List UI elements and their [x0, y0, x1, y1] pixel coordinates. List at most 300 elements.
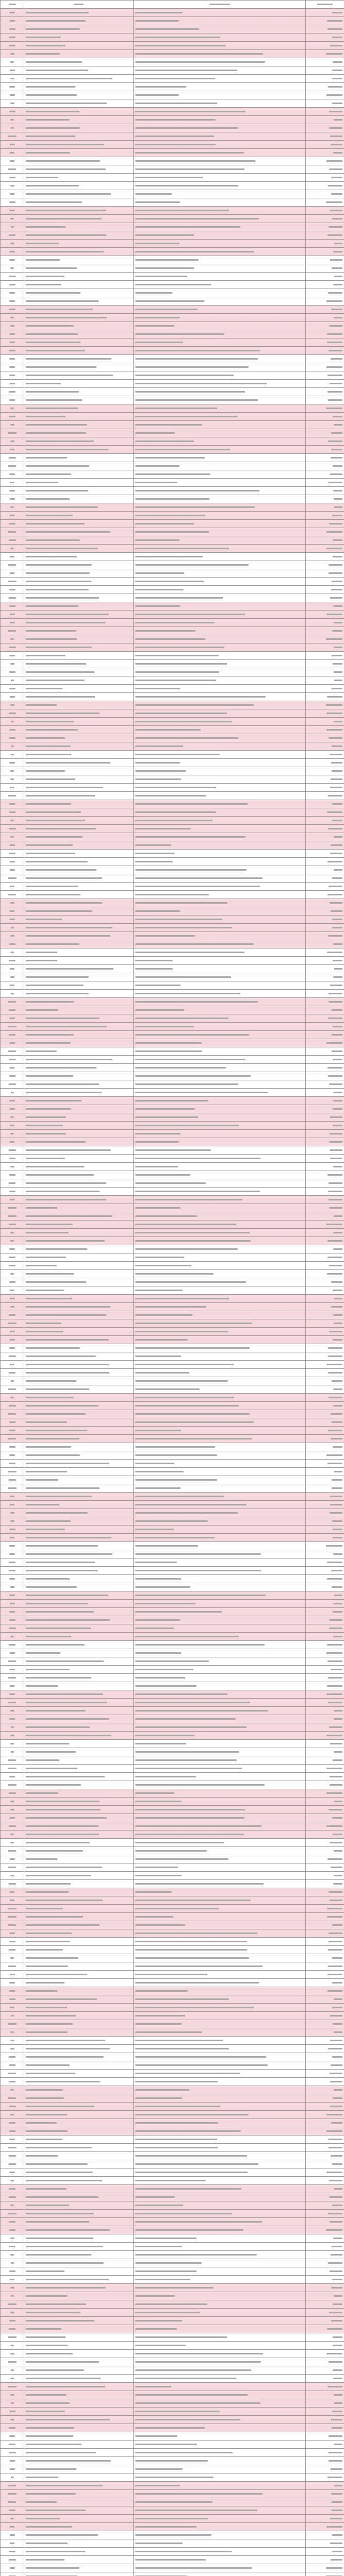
unreadable-text-placeholder: [135, 976, 231, 978]
category-cell: [24, 1666, 134, 1674]
index-cell: [1, 2094, 24, 2103]
unreadable-text-placeholder: [327, 333, 342, 335]
unreadable-text-placeholder: [26, 778, 75, 780]
journal-cell: [134, 1732, 306, 1740]
unreadable-text-placeholder: [135, 1619, 180, 1621]
value-cell: [306, 1633, 344, 1641]
unreadable-text-placeholder: [9, 12, 15, 13]
unreadable-text-placeholder: [135, 1364, 234, 1365]
category-cell: [24, 2309, 134, 2317]
unreadable-text-placeholder: [10, 2534, 15, 2536]
category-cell: [24, 1056, 134, 1064]
unreadable-text-placeholder: [26, 2435, 73, 2437]
table-row: [1, 825, 344, 833]
category-cell: [24, 50, 134, 58]
category-cell: [24, 2020, 134, 2028]
table-row: [1, 1270, 344, 1278]
category-cell: [24, 833, 134, 841]
journal-cell: [134, 1995, 306, 2004]
unreadable-text-placeholder: [135, 704, 254, 706]
unreadable-text-placeholder: [10, 844, 15, 846]
value-cell: [306, 2103, 344, 2111]
unreadable-text-placeholder: [332, 2246, 342, 2247]
category-cell: [24, 2342, 134, 2350]
unreadable-text-placeholder: [135, 960, 173, 961]
unreadable-text-placeholder: [26, 1232, 69, 1233]
unreadable-text-placeholder: [26, 391, 79, 393]
unreadable-text-placeholder: [11, 127, 14, 129]
unreadable-text-placeholder: [135, 325, 174, 327]
unreadable-text-placeholder: [135, 2345, 186, 2346]
unreadable-text-placeholder: [26, 1867, 102, 1868]
journal-cell: [134, 330, 306, 338]
category-cell: [24, 1031, 134, 1039]
unreadable-text-placeholder: [330, 473, 342, 475]
unreadable-text-placeholder: [135, 952, 244, 953]
category-cell: [24, 2473, 134, 2482]
value-cell: [306, 2300, 344, 2309]
index-cell: [1, 1418, 24, 1427]
journal-cell: [134, 1526, 306, 1534]
value-cell: [306, 1155, 344, 1163]
value-cell: [306, 808, 344, 817]
unreadable-text-placeholder: [9, 4, 16, 5]
value-cell: [306, 1377, 344, 1385]
unreadable-text-placeholder: [332, 2427, 342, 2429]
unreadable-text-placeholder: [26, 589, 89, 590]
unreadable-text-placeholder: [333, 2097, 342, 2099]
unreadable-text-placeholder: [328, 482, 342, 483]
index-cell: [1, 2539, 24, 2548]
unreadable-text-placeholder: [26, 2056, 104, 2058]
journal-cell: [134, 2243, 306, 2251]
value-cell: [306, 2531, 344, 2539]
category-cell: [24, 2226, 134, 2234]
table-row: [1, 2531, 344, 2539]
unreadable-text-placeholder: [135, 2510, 257, 2511]
unreadable-text-placeholder: [26, 1042, 71, 1044]
unreadable-text-placeholder: [26, 1116, 66, 1118]
value-cell: [306, 1789, 344, 1798]
category-cell: [24, 1979, 134, 1987]
unreadable-text-placeholder: [330, 1842, 342, 1843]
category-cell: [24, 190, 134, 198]
unreadable-text-placeholder: [8, 1207, 17, 1209]
unreadable-text-placeholder: [26, 259, 60, 261]
unreadable-text-placeholder: [26, 1240, 105, 1242]
unreadable-text-placeholder: [334, 1850, 342, 1852]
unreadable-text-placeholder: [331, 2468, 342, 2470]
table-row: [1, 2160, 344, 2168]
index-cell: [1, 1814, 24, 1822]
unreadable-text-placeholder: [26, 1355, 96, 1357]
unreadable-text-placeholder: [9, 1718, 15, 1720]
journal-cell: [134, 149, 306, 157]
journal-cell: [134, 2325, 306, 2333]
unreadable-text-placeholder: [329, 1933, 342, 1934]
index-cell: [1, 1954, 24, 1962]
unreadable-text-placeholder: [333, 1026, 342, 1027]
unreadable-text-placeholder: [329, 886, 342, 887]
unreadable-text-placeholder: [135, 2056, 266, 2058]
journal-cell: [134, 2309, 306, 2317]
unreadable-text-placeholder: [327, 1257, 342, 1258]
unreadable-text-placeholder: [327, 1990, 342, 1992]
table-row: [1, 981, 344, 990]
unreadable-text-placeholder: [9, 1529, 15, 1530]
unreadable-text-placeholder: [26, 375, 113, 376]
unreadable-text-placeholder: [26, 548, 98, 549]
journal-cell: [134, 165, 306, 174]
index-cell: [1, 289, 24, 297]
journal-cell: [134, 2556, 306, 2564]
category-cell: [24, 1047, 134, 1056]
unreadable-text-placeholder: [26, 556, 77, 557]
unreadable-text-placeholder: [10, 1141, 14, 1143]
unreadable-text-placeholder: [332, 630, 342, 632]
category-cell: [24, 2012, 134, 2020]
unreadable-text-placeholder: [26, 2048, 110, 2049]
unreadable-text-placeholder: [330, 2270, 342, 2272]
value-cell: [306, 2457, 344, 2465]
unreadable-text-placeholder: [26, 1397, 74, 1398]
unreadable-text-placeholder: [135, 399, 258, 401]
journal-cell: [134, 116, 306, 124]
index-cell: [1, 1765, 24, 1773]
table-row: [1, 2358, 344, 2366]
value-cell: [306, 2094, 344, 2103]
value-cell: [306, 701, 344, 709]
unreadable-text-placeholder: [332, 12, 342, 13]
unreadable-text-placeholder: [26, 1570, 97, 1571]
unreadable-text-placeholder: [333, 1248, 342, 1250]
unreadable-text-placeholder: [135, 795, 206, 796]
unreadable-text-placeholder: [26, 1364, 109, 1365]
unreadable-text-placeholder: [135, 37, 220, 38]
unreadable-text-placeholder: [26, 2543, 68, 2544]
index-cell: [1, 1526, 24, 1534]
value-cell: [306, 1624, 344, 1633]
index-cell: [1, 2061, 24, 2070]
table-row: [1, 767, 344, 775]
index-cell: [1, 1542, 24, 1550]
journal-cell: [134, 1146, 306, 1155]
table-row: [1, 734, 344, 742]
header-cell-index: [1, 1, 24, 9]
journal-cell: [134, 2333, 306, 2342]
journal-cell: [134, 2012, 306, 2020]
table-row: [1, 91, 344, 99]
journal-cell: [134, 2020, 306, 2028]
journal-cell: [134, 1468, 306, 1476]
unreadable-text-placeholder: [328, 185, 342, 187]
index-cell: [1, 602, 24, 611]
unreadable-text-placeholder: [26, 2328, 61, 2330]
table-row: [1, 2383, 344, 2391]
unreadable-text-placeholder: [9, 811, 15, 813]
table-row: [1, 973, 344, 981]
unreadable-text-placeholder: [26, 1075, 73, 1077]
journal-cell: [134, 1319, 306, 1328]
unreadable-text-placeholder: [135, 2015, 185, 2016]
unreadable-text-placeholder: [8, 2147, 17, 2148]
value-cell: [306, 2325, 344, 2333]
journal-cell: [134, 1938, 306, 1946]
unreadable-text-placeholder: [9, 1776, 15, 1777]
unreadable-text-placeholder: [135, 886, 260, 887]
table-row: [1, 1047, 344, 1056]
unreadable-text-placeholder: [328, 1372, 342, 1374]
unreadable-text-placeholder: [26, 1842, 90, 1843]
index-cell: [1, 2490, 24, 2498]
journal-cell: [134, 685, 306, 693]
index-cell: [1, 2457, 24, 2465]
category-cell: [24, 1443, 134, 1451]
unreadable-text-placeholder: [26, 2485, 103, 2486]
value-cell: [306, 2234, 344, 2243]
unreadable-text-placeholder: [326, 53, 342, 55]
unreadable-text-placeholder: [26, 61, 82, 63]
journal-cell: [134, 2028, 306, 2037]
unreadable-text-placeholder: [329, 564, 342, 566]
value-cell: [306, 2399, 344, 2408]
unreadable-text-placeholder: [8, 465, 16, 467]
table-row: [1, 1765, 344, 1773]
unreadable-text-placeholder: [135, 292, 172, 294]
unreadable-text-placeholder: [26, 2114, 67, 2115]
value-cell: [306, 1550, 344, 1558]
value-cell: [306, 462, 344, 470]
table-row: [1, 165, 344, 174]
category-cell: [24, 1130, 134, 1138]
unreadable-text-placeholder: [26, 2106, 94, 2107]
unreadable-text-placeholder: [135, 1001, 258, 1003]
unreadable-text-placeholder: [26, 28, 80, 30]
unreadable-text-placeholder: [135, 1050, 202, 1052]
journal-cell: [134, 2226, 306, 2234]
value-cell: [306, 718, 344, 726]
value-cell: [306, 619, 344, 627]
index-cell: [1, 2136, 24, 2144]
table-row: [1, 1328, 344, 1336]
unreadable-text-placeholder: [26, 2493, 76, 2495]
table-row: [1, 1072, 344, 1080]
journal-cell: [134, 2284, 306, 2292]
value-cell: [306, 1765, 344, 1773]
index-cell: [1, 784, 24, 792]
unreadable-text-placeholder: [135, 424, 202, 426]
unreadable-text-placeholder: [334, 1298, 342, 1299]
category-cell: [24, 1781, 134, 1789]
journal-cell: [134, 1451, 306, 1460]
value-cell: [306, 668, 344, 676]
unreadable-text-placeholder: [26, 1191, 100, 1192]
unreadable-text-placeholder: [135, 210, 229, 211]
unreadable-text-placeholder: [26, 2336, 65, 2338]
table-row: [1, 1962, 344, 1971]
unreadable-text-placeholder: [332, 2501, 342, 2503]
category-cell: [24, 264, 134, 273]
unreadable-text-placeholder: [9, 457, 16, 459]
journal-cell: [134, 2127, 306, 2136]
unreadable-text-placeholder: [135, 1479, 217, 1481]
unreadable-text-placeholder: [26, 473, 71, 475]
unreadable-text-placeholder: [135, 1034, 249, 1036]
value-cell: [306, 2342, 344, 2350]
unreadable-text-placeholder: [332, 1586, 342, 1588]
unreadable-text-placeholder: [11, 1751, 14, 1753]
index-cell: [1, 981, 24, 990]
unreadable-text-placeholder: [9, 2056, 15, 2058]
journal-cell: [134, 215, 306, 223]
unreadable-text-placeholder: [135, 523, 194, 524]
unreadable-text-placeholder: [26, 745, 71, 747]
table-row: [1, 1558, 344, 1567]
unreadable-text-placeholder: [135, 614, 245, 615]
unreadable-text-placeholder: [10, 317, 14, 318]
unreadable-text-placeholder: [135, 2419, 240, 2420]
unreadable-text-placeholder: [11, 2402, 14, 2404]
unreadable-text-placeholder: [26, 2097, 64, 2099]
index-cell: [1, 2408, 24, 2416]
unreadable-text-placeholder: [8, 2493, 17, 2495]
category-cell: [24, 2548, 134, 2556]
value-cell: [306, 1196, 344, 1204]
unreadable-text-placeholder: [333, 1290, 342, 1291]
value-cell: [306, 1435, 344, 1443]
unreadable-text-placeholder: [334, 671, 342, 673]
unreadable-text-placeholder: [330, 2040, 342, 2041]
unreadable-text-placeholder: [26, 1174, 94, 1176]
category-cell: [24, 742, 134, 751]
value-cell: [306, 2506, 344, 2515]
table-row: [1, 1369, 344, 1377]
table-row: [1, 990, 344, 998]
value-cell: [306, 1163, 344, 1171]
category-cell: [24, 2234, 134, 2243]
index-cell: [1, 322, 24, 330]
table-row: [1, 1624, 344, 1633]
unreadable-text-placeholder: [135, 1512, 238, 1514]
value-cell: [306, 594, 344, 602]
index-cell: [1, 1402, 24, 1410]
table-row: [1, 190, 344, 198]
table-row: [1, 1987, 344, 1995]
unreadable-text-placeholder: [26, 952, 57, 953]
category-cell: [24, 2416, 134, 2424]
category-cell: [24, 1707, 134, 1715]
table-row: [1, 932, 344, 940]
index-cell: [1, 693, 24, 701]
unreadable-text-placeholder: [26, 614, 109, 615]
table-row: [1, 1163, 344, 1171]
category-cell: [24, 2276, 134, 2284]
index-cell: [1, 355, 24, 363]
journal-cell: [134, 742, 306, 751]
unreadable-text-placeholder: [10, 2205, 14, 2206]
journal-cell: [134, 2465, 306, 2473]
unreadable-text-placeholder: [26, 638, 77, 640]
unreadable-text-placeholder: [9, 2188, 15, 2190]
unreadable-text-placeholder: [10, 2254, 14, 2256]
category-cell: [24, 619, 134, 627]
unreadable-text-placeholder: [135, 1116, 198, 1118]
unreadable-text-placeholder: [331, 309, 342, 310]
journal-cell: [134, 132, 306, 141]
index-cell: [1, 1896, 24, 1905]
category-cell: [24, 1410, 134, 1418]
value-cell: [306, 1938, 344, 1946]
unreadable-text-placeholder: [26, 342, 80, 343]
unreadable-text-placeholder: [10, 976, 14, 978]
unreadable-text-placeholder: [330, 1133, 342, 1134]
value-cell: [306, 2317, 344, 2325]
unreadable-text-placeholder: [135, 1990, 188, 1992]
journal-cell: [134, 841, 306, 850]
table-row: [1, 775, 344, 784]
value-cell: [306, 1361, 344, 1369]
unreadable-text-placeholder: [9, 2122, 15, 2124]
table-row: [1, 1831, 344, 1839]
category-cell: [24, 2160, 134, 2168]
category-cell: [24, 1080, 134, 1089]
index-cell: [1, 1328, 24, 1336]
table-row: [1, 685, 344, 693]
table-row: [1, 2391, 344, 2399]
category-cell: [24, 2449, 134, 2457]
unreadable-text-placeholder: [9, 391, 15, 393]
unreadable-text-placeholder: [327, 2386, 342, 2387]
unreadable-text-placeholder: [10, 53, 14, 55]
index-cell: [1, 742, 24, 751]
unreadable-text-placeholder: [327, 342, 342, 343]
index-cell: [1, 2185, 24, 2193]
unreadable-text-placeholder: [333, 556, 342, 557]
journal-cell: [134, 495, 306, 503]
unreadable-text-placeholder: [135, 342, 183, 343]
unreadable-text-placeholder: [334, 968, 342, 970]
unreadable-text-placeholder: [26, 976, 89, 978]
unreadable-text-placeholder: [326, 366, 342, 368]
index-cell: [1, 495, 24, 503]
unreadable-text-placeholder: [26, 902, 102, 904]
unreadable-text-placeholder: [331, 2254, 342, 2256]
unreadable-text-placeholder: [135, 2567, 252, 2569]
table-row: [1, 2465, 344, 2473]
unreadable-text-placeholder: [8, 1026, 17, 1027]
category-cell: [24, 2572, 134, 2576]
index-cell: [1, 965, 24, 973]
index-cell: [1, 75, 24, 83]
index-cell: [1, 2317, 24, 2325]
index-cell: [1, 1781, 24, 1789]
unreadable-text-placeholder: [329, 1265, 342, 1266]
unreadable-text-placeholder: [135, 2295, 175, 2297]
table-row: [1, 1493, 344, 1501]
unreadable-text-placeholder: [330, 2543, 342, 2544]
unreadable-text-placeholder: [331, 2559, 342, 2561]
unreadable-text-placeholder: [135, 1710, 268, 1711]
value-cell: [306, 17, 344, 25]
unreadable-text-placeholder: [328, 1677, 342, 1679]
journal-cell: [134, 2136, 306, 2144]
unreadable-text-placeholder: [26, 251, 104, 252]
index-cell: [1, 2193, 24, 2201]
unreadable-text-placeholder: [10, 836, 14, 838]
table-row: [1, 2177, 344, 2185]
journal-cell: [134, 25, 306, 33]
value-cell: [306, 1517, 344, 1526]
